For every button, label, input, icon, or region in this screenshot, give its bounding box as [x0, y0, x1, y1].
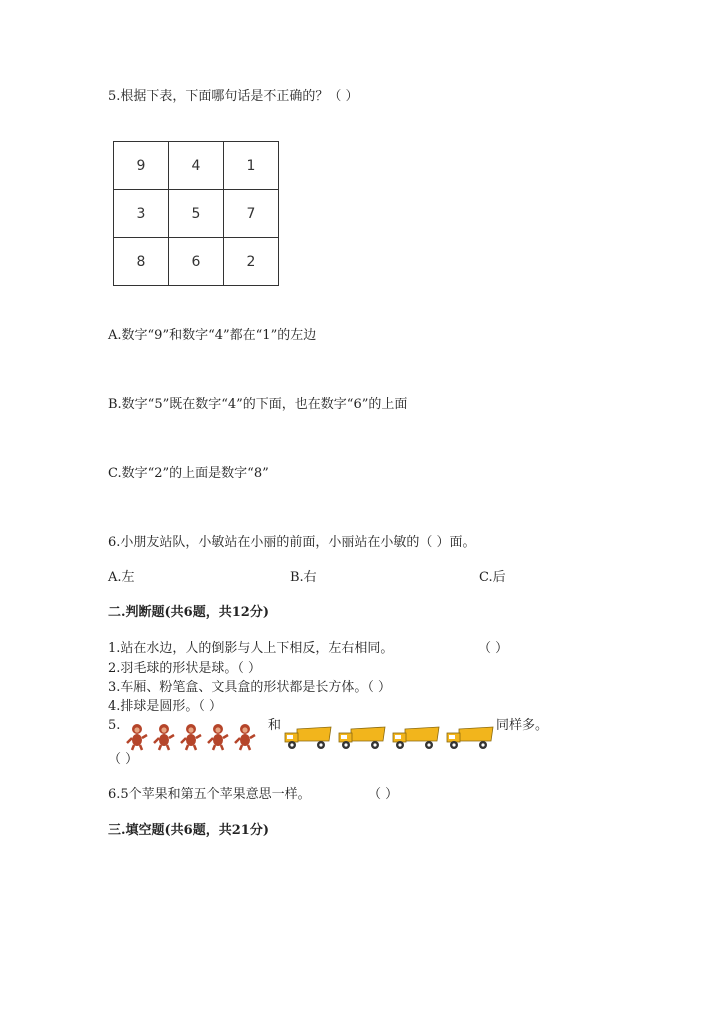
- grid-cell: 7: [224, 190, 279, 238]
- dump-truck-icon: [337, 725, 387, 751]
- judge-item-5-paren: （ ）: [108, 752, 139, 767]
- grid-cell: 8: [114, 238, 169, 286]
- judge-item-1: 1.站在水边，人的倒影与人上下相反，左右相同。: [108, 641, 394, 656]
- q6-option-b: B.右: [290, 570, 317, 585]
- dump-truck-icon: [283, 725, 333, 751]
- number-grid: [113, 141, 279, 286]
- q5-question: 5.根据下表，下面哪句话是不正确的？（ ）: [108, 89, 359, 104]
- dump-truck-icon: [391, 725, 441, 751]
- grid-cell: 2: [224, 238, 279, 286]
- q5-option-b: B.数字“5”既在数字“4”的下面，也在数字“6”的上面: [108, 397, 408, 412]
- judge-item-5-and: 和: [268, 718, 282, 733]
- grid-cell: 3: [114, 190, 169, 238]
- grid-cell: 5: [169, 190, 224, 238]
- judge-item-6-paren: （ ）: [368, 787, 399, 802]
- grid-cell: 6: [169, 238, 224, 286]
- monkey-icon: [180, 723, 202, 751]
- monkey-icon: [126, 723, 148, 751]
- monkey-icon: [207, 723, 229, 751]
- table-row: [114, 142, 279, 190]
- table-row: [114, 238, 279, 286]
- judge-item-6: 6.5个苹果和第五个苹果意思一样。: [108, 787, 311, 802]
- judge-item-5-suffix: 同样多。: [496, 718, 549, 733]
- judge-item-5-prefix: 5.: [108, 718, 121, 733]
- truck-row: [283, 719, 499, 751]
- q5-option-c: C.数字“2”的上面是数字“8”: [108, 466, 269, 481]
- section3-title: 三.填空题(共6题，共21分): [108, 823, 269, 838]
- judge-item-4: 4.排球是圆形。（ ）: [108, 699, 223, 714]
- grid-cell: 1: [224, 142, 279, 190]
- grid-cell: 9: [114, 142, 169, 190]
- judge-item-1-paren: （ ）: [478, 641, 509, 656]
- table-row: [114, 190, 279, 238]
- grid-cell: 4: [169, 142, 224, 190]
- q6-option-c: C.后: [479, 570, 506, 585]
- judge-item-2: 2.羽毛球的形状是球。（ ）: [108, 661, 262, 676]
- judge-item-3: 3.车厢、粉笔盒、文具盒的形状都是长方体。（ ）: [108, 680, 392, 695]
- monkey-row: [126, 719, 261, 751]
- q5-option-a: A.数字“9”和数字“4”都在“1”的左边: [108, 328, 317, 343]
- section2-title: 二.判断题(共6题，共12分): [108, 605, 269, 620]
- monkey-icon: [234, 723, 256, 751]
- dump-truck-icon: [445, 725, 495, 751]
- q6-option-a: A.左: [108, 570, 135, 585]
- q6-question: 6.小朋友站队，小敏站在小丽的前面，小丽站在小敏的（ ）面。: [108, 535, 476, 550]
- monkey-icon: [153, 723, 175, 751]
